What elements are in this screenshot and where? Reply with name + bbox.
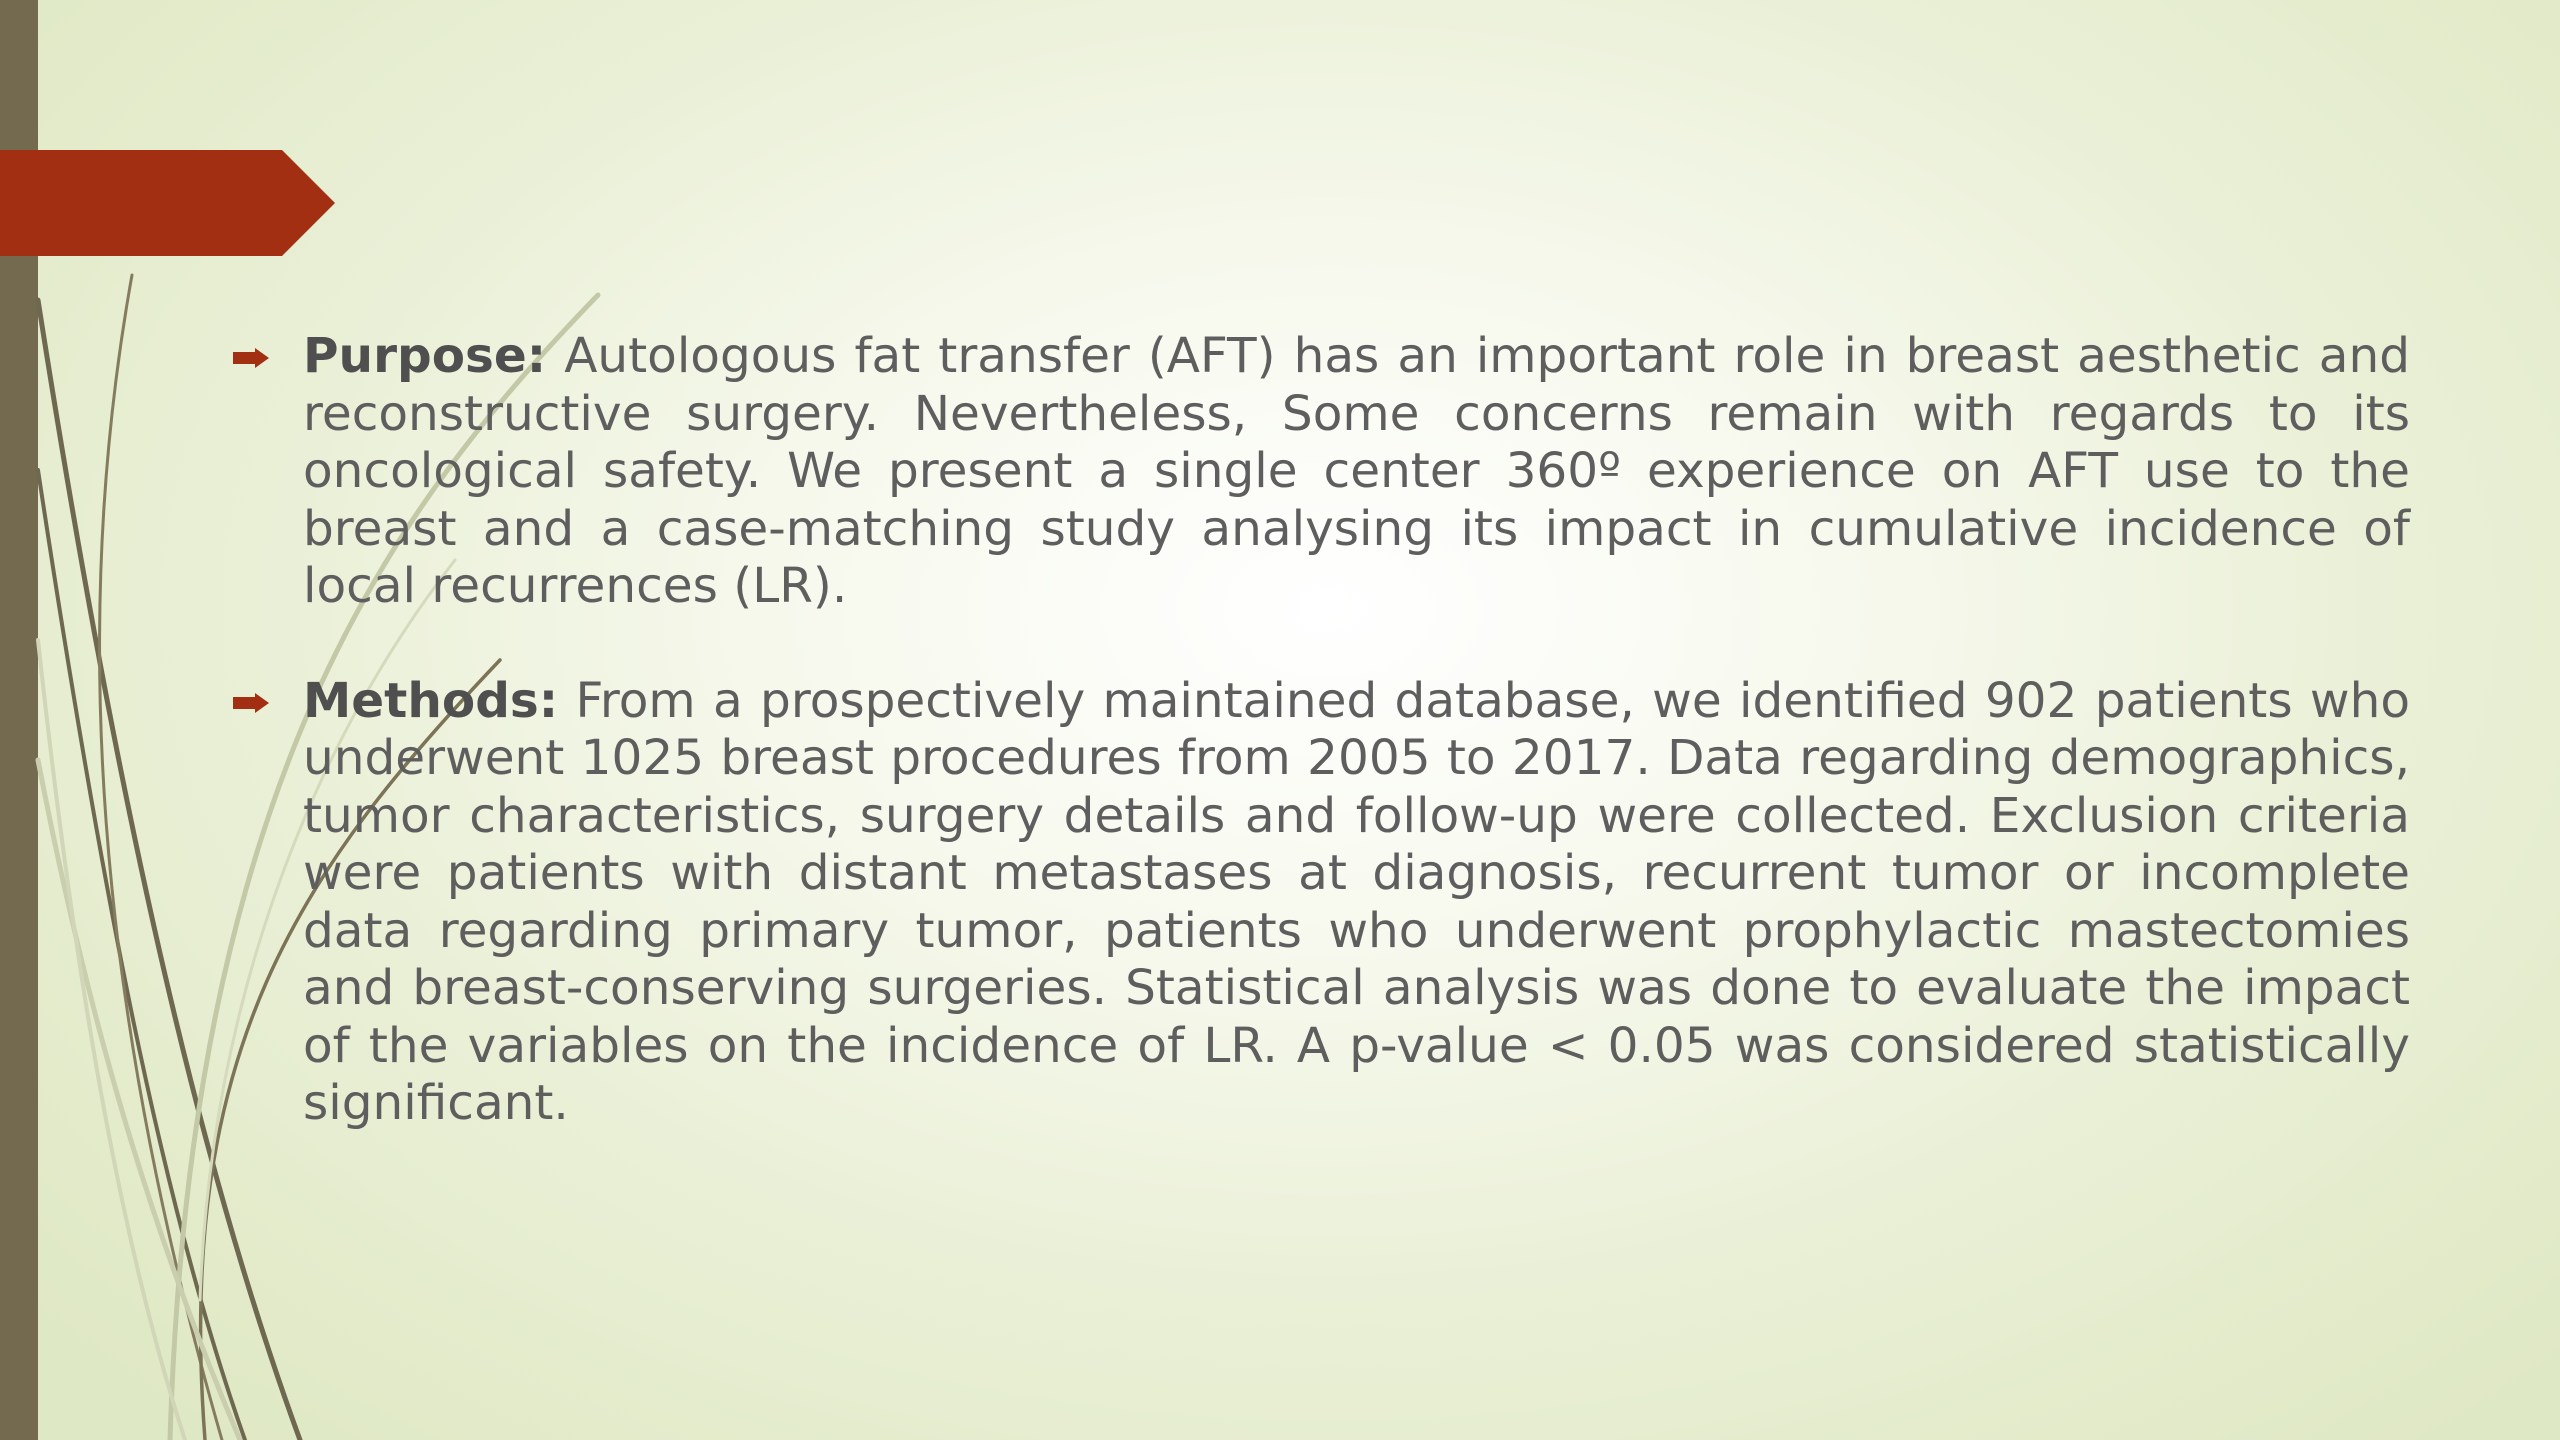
title-accent-tab [0, 0, 340, 260]
methods-label: Methods: [303, 672, 559, 729]
methods-text: From a prospectively maintained database, we identified 902 patients who underwent 1025 breast procedures from 2005 to 2017. Data regarding demographics, tumor characteristics, surgery details and follow-up were collected. Exclusion criteria were patients with distant metastases at diagnosis, recurrent tumor or incomplete data regarding primary tumor, patients who underwent prophylactic mastectomies and breast-conserving surgeries. Statistical analysis was done to evaluate the impact of the variables on the incidence of LR. A p-value < 0.05 was considered statistically significant. [303, 672, 2410, 1131]
arrow-bullet-icon [233, 348, 269, 368]
slide-content [225, 328, 2410, 1133]
bullet-purpose [225, 328, 2410, 616]
bullet-methods [225, 673, 2410, 1133]
purpose-label: Purpose: [303, 328, 547, 384]
purpose-text: Autologous fat transfer (AFT) has an important role in breast aesthetic and reconstructive surgery. Nevertheless, Some concerns remain with regards to its oncological safety. We present a single center 360º experience on AFT use to the breast and a case-matching study analysing its impact in cumulative incidence of local recurrences (LR). [303, 328, 2410, 614]
arrow-bullet-icon [233, 693, 269, 713]
